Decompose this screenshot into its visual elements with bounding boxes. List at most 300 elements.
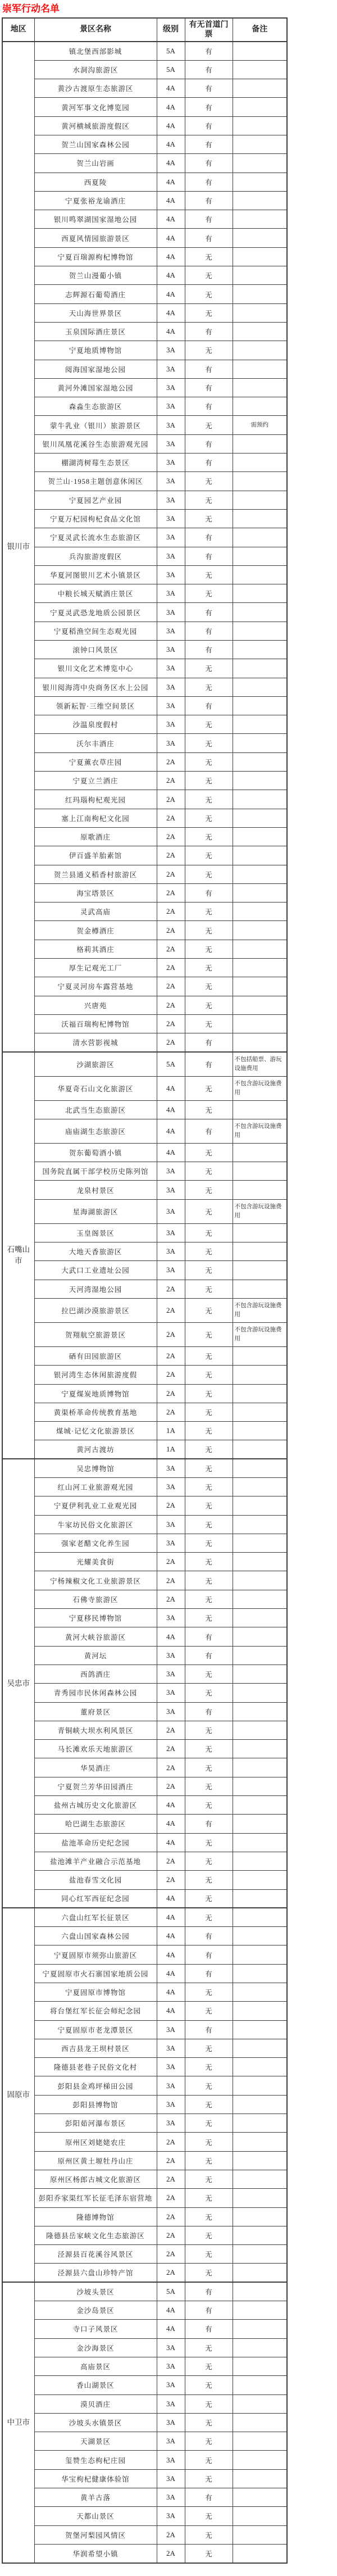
level-cell: 3A: [157, 1702, 185, 1721]
remark-cell: 不包含游玩设施费用: [233, 1298, 287, 1322]
level-cell: 2A: [157, 996, 185, 1014]
remark-cell: [233, 247, 287, 266]
ticket-cell: 有: [185, 1927, 233, 1945]
table-row: [2, 715, 287, 734]
scenic-name-cell: 黄河大峡谷旅游区: [34, 1627, 157, 1646]
ticket-cell: 无: [185, 2207, 233, 2226]
ticket-cell: 有: [185, 135, 233, 153]
ticket-cell: 无: [185, 1477, 233, 1496]
table-body: [2, 42, 287, 2563]
scenic-area-table: [2, 17, 288, 2564]
scenic-name-cell: 西吉县龙王坝村景区: [34, 2039, 157, 2057]
remark-cell: [233, 2076, 287, 2095]
level-cell: 3A: [157, 341, 185, 360]
remark-cell: [233, 1162, 287, 1181]
table-row: [2, 1422, 287, 1440]
table-row: [2, 397, 287, 416]
scenic-name-cell: 漠贝酒庄: [34, 2394, 157, 2413]
level-cell: 3A: [157, 678, 185, 696]
table-row: [2, 378, 287, 397]
level-cell: 3A: [157, 1181, 185, 1199]
header-level: 级别: [157, 18, 185, 42]
level-cell: 4A: [157, 247, 185, 266]
level-cell: 2A: [157, 790, 185, 809]
ticket-cell: 无: [185, 902, 233, 921]
remark-cell: [233, 1852, 287, 1870]
remark-cell: [233, 1945, 287, 1964]
level-cell: 2A: [157, 827, 185, 846]
scenic-name-cell: 领新耘智·三维空间景区: [34, 696, 157, 715]
table-row: [2, 1665, 287, 1683]
table-row: [2, 1280, 287, 1298]
ticket-cell: 无: [185, 416, 233, 434]
table-row: [2, 940, 287, 958]
remark-cell: [233, 285, 287, 303]
remark-cell: [233, 1143, 287, 1162]
remark-cell: [233, 42, 287, 60]
table-row: [2, 1702, 287, 1721]
ticket-cell: 无: [185, 1384, 233, 1403]
remark-cell: [233, 98, 287, 116]
scenic-name-cell: 清水营影视城: [34, 1033, 157, 1052]
table-row: [2, 584, 287, 603]
remark-cell: [233, 734, 287, 752]
remark-cell: [233, 378, 287, 397]
table-header: [2, 18, 287, 42]
ticket-cell: 无: [185, 734, 233, 752]
scenic-name-cell: 彭阳县博物馆: [34, 2095, 157, 2114]
scenic-name-cell: 宁夏薰衣草庄园: [34, 752, 157, 771]
remark-cell: [233, 1014, 287, 1033]
level-cell: 2A: [157, 921, 185, 940]
table-row: [2, 1945, 287, 1964]
ticket-cell: 无: [185, 2076, 233, 2095]
table-row: [2, 1889, 287, 1908]
scenic-name-cell: 宁夏立兰酒庄: [34, 772, 157, 790]
ticket-cell: 无: [185, 2469, 233, 2488]
level-cell: 2A: [157, 772, 185, 790]
remark-cell: [233, 1740, 287, 1758]
scenic-name-cell: 西鸽酒庄: [34, 1665, 157, 1683]
scenic-name-cell: 宁夏稻渔空间生态观光园: [34, 622, 157, 640]
remark-cell: [233, 528, 287, 547]
table-row: [2, 1721, 287, 1739]
table-row: [2, 266, 287, 285]
remark-cell: [233, 1033, 287, 1052]
table-row: [2, 790, 287, 809]
ticket-cell: 无: [185, 1534, 233, 1552]
header-region: 地区: [2, 18, 34, 42]
remark-cell: [233, 1384, 287, 1403]
ticket-cell: 有: [185, 154, 233, 173]
remark-cell: [233, 2376, 287, 2394]
ticket-cell: 无: [185, 1665, 233, 1683]
table-row: [2, 1223, 287, 1242]
remark-cell: [233, 1796, 287, 1815]
remark-cell: [233, 1833, 287, 1852]
level-cell: 4A: [157, 1964, 185, 1983]
ticket-cell: 有: [185, 883, 233, 902]
remark-cell: [233, 1721, 287, 1739]
level-cell: 1A: [157, 1440, 185, 1459]
level-cell: 4A: [157, 322, 185, 341]
remark-cell: [233, 2189, 287, 2207]
scenic-name-cell: 华夏奇石山文化旅游区: [34, 1076, 157, 1100]
scenic-name-cell: 贺兰山岩画: [34, 154, 157, 173]
scenic-name-cell: 彭阳茹河瀑布景区: [34, 2114, 157, 2133]
table-row: [2, 472, 287, 491]
level-cell: 3A: [157, 2058, 185, 2076]
table-row: [2, 360, 287, 378]
remark-cell: [233, 2357, 287, 2375]
remark-cell: [233, 303, 287, 322]
ticket-cell: 无: [185, 1740, 233, 1758]
table-row: [2, 509, 287, 528]
ticket-cell: 无: [185, 1422, 233, 1440]
ticket-cell: 无: [185, 1684, 233, 1702]
ticket-cell: 无: [185, 1366, 233, 1384]
remark-cell: [233, 921, 287, 940]
level-cell: 2A: [157, 2264, 185, 2282]
level-cell: 2A: [157, 1496, 185, 1515]
scenic-name-cell: 黄沙古渡原生态旅游区: [34, 79, 157, 98]
table-row: [2, 641, 287, 659]
scenic-name-cell: 兵沟旅游度假区: [34, 547, 157, 565]
remark-cell: [233, 1403, 287, 1421]
table-row: [2, 547, 287, 565]
remark-cell: [233, 1571, 287, 1590]
scenic-name-cell: 沙坡头景区: [34, 2282, 157, 2301]
remark-cell: 不包含游玩设施费用: [233, 1119, 287, 1143]
ticket-cell: 有: [185, 397, 233, 416]
table-row: [2, 528, 287, 547]
scenic-name-cell: 华宝枸杞健康体验馆: [34, 2469, 157, 2488]
level-cell: 2A: [157, 1758, 185, 1777]
ticket-cell: 无: [185, 2226, 233, 2244]
table-row: [2, 2469, 287, 2488]
ticket-cell: 无: [185, 1181, 233, 1199]
table-row: [2, 1833, 287, 1852]
ticket-cell: 无: [185, 752, 233, 771]
scenic-name-cell: 原歌酒庄: [34, 827, 157, 846]
remark-cell: [233, 1477, 287, 1496]
table-row: [2, 1983, 287, 2002]
ticket-cell: 有: [185, 547, 233, 565]
scenic-name-cell: 彭阳乔家渠红军长征毛泽东宿营地: [34, 2189, 157, 2207]
remark-cell: [233, 135, 287, 153]
table-row: [2, 98, 287, 116]
ticket-cell: 无: [185, 2413, 233, 2432]
scenic-name-cell: 宁杨辣椒文化工业旅游景区: [34, 1571, 157, 1590]
level-cell: 4A: [157, 191, 185, 210]
scenic-name-cell: 贺翔航空旅游景区: [34, 1322, 157, 1346]
ticket-cell: 无: [185, 2151, 233, 2170]
level-cell: 4A: [157, 1076, 185, 1100]
level-cell: 3A: [157, 416, 185, 434]
table-row: [2, 2058, 287, 2076]
table-row: [2, 1534, 287, 1552]
level-cell: 4A: [157, 1945, 185, 1964]
remark-cell: [233, 977, 287, 996]
remark-cell: [233, 1459, 287, 1477]
level-cell: 3A: [157, 1534, 185, 1552]
level-cell: 3A: [157, 734, 185, 752]
level-cell: 3A: [157, 1162, 185, 1181]
remark-cell: [233, 1777, 287, 1795]
ticket-cell: 无: [185, 1496, 233, 1515]
remark-cell: [233, 1627, 287, 1646]
scenic-name-cell: 沃尔丰酒庄: [34, 734, 157, 752]
remark-cell: [233, 772, 287, 790]
ticket-cell: 无: [185, 977, 233, 996]
ticket-cell: 无: [185, 2170, 233, 2188]
table-row: [2, 2413, 287, 2432]
ticket-cell: 无: [185, 1403, 233, 1421]
remark-cell: [233, 1515, 287, 1534]
scenic-name-cell: 隆德县岳家峡文化生态旅游区: [34, 2226, 157, 2244]
level-cell: 2A: [157, 1014, 185, 1033]
ticket-cell: 无: [185, 1515, 233, 1534]
scenic-name-cell: 董府景区: [34, 1702, 157, 1721]
remark-cell: [233, 1440, 287, 1459]
table-row: [2, 734, 287, 752]
level-cell: 2A: [157, 1366, 185, 1384]
scenic-name-cell: 贺金樽酒庄: [34, 921, 157, 940]
ticket-cell: 无: [185, 1777, 233, 1795]
scenic-name-cell: 庙庙湖生态旅游区: [34, 1119, 157, 1143]
scenic-name-cell: 大武口工业遗址公园: [34, 1261, 157, 1280]
level-cell: 3A: [157, 2114, 185, 2133]
table-row: [2, 2301, 287, 2320]
remark-cell: [233, 1590, 287, 1608]
scenic-name-cell: 黄河坛: [34, 1646, 157, 1665]
ticket-cell: 有: [185, 322, 233, 341]
remark-cell: [233, 1280, 287, 1298]
remark-cell: [233, 434, 287, 453]
scenic-name-cell: 星海湖旅游区: [34, 1199, 157, 1223]
remark-cell: 不包含游玩设施费用: [233, 1076, 287, 1100]
scenic-name-cell: 玉皇阁景区: [34, 1223, 157, 1242]
ticket-cell: 有: [185, 622, 233, 640]
level-cell: 4A: [157, 1908, 185, 1926]
ticket-cell: 无: [185, 2114, 233, 2133]
scenic-name-cell: 黄河军事文化博览园: [34, 98, 157, 116]
scenic-name-cell: 沙湖旅游区: [34, 1052, 157, 1076]
level-cell: 3A: [157, 2432, 185, 2451]
remark-cell: [233, 996, 287, 1014]
remark-cell: [233, 2002, 287, 2020]
table-row: [2, 1162, 287, 1181]
ticket-cell: 无: [185, 2002, 233, 2020]
ticket-cell: 有: [185, 434, 233, 453]
ticket-cell: 无: [185, 678, 233, 696]
remark-cell: [233, 341, 287, 360]
ticket-cell: 无: [185, 1162, 233, 1181]
level-cell: 3A: [157, 360, 185, 378]
ticket-cell: 有: [185, 2320, 233, 2338]
remark-cell: [233, 1553, 287, 1571]
scenic-name-cell: 北武当生态旅游区: [34, 1100, 157, 1119]
remark-cell: [233, 846, 287, 865]
ticket-cell: 有: [185, 191, 233, 210]
ticket-cell: 无: [185, 1346, 233, 1365]
table-row: [2, 1261, 287, 1280]
remark-cell: [233, 1927, 287, 1945]
level-cell: 3A: [157, 2469, 185, 2488]
remark-cell: [233, 2226, 287, 2244]
table-row: [2, 2151, 287, 2170]
ticket-cell: 无: [185, 1261, 233, 1280]
remark-cell: [233, 60, 287, 79]
level-cell: 3A: [157, 1459, 185, 1477]
level-cell: 4A: [157, 1119, 185, 1143]
level-cell: 4A: [157, 173, 185, 191]
table-row: [2, 1199, 287, 1223]
remark-cell: [233, 491, 287, 509]
scenic-name-cell: 黄羊古落: [34, 2488, 157, 2507]
level-cell: 2A: [157, 1721, 185, 1739]
scenic-name-cell: 金沙海景区: [34, 2338, 157, 2357]
level-cell: 3A: [157, 2488, 185, 2507]
level-cell: 3A: [157, 1223, 185, 1242]
remark-cell: [233, 1871, 287, 1889]
table-row: [2, 1871, 287, 1889]
level-cell: 2A: [157, 1740, 185, 1758]
scenic-name-cell: 玉泉国际酒庄景区: [34, 322, 157, 341]
remark-cell: [233, 2432, 287, 2451]
remark-cell: [233, 565, 287, 584]
table-row: [2, 1100, 287, 1119]
table-row: [2, 1777, 287, 1795]
remark-cell: [233, 2114, 287, 2133]
ticket-cell: 无: [185, 247, 233, 266]
level-cell: 3A: [157, 1609, 185, 1627]
table-row: [2, 622, 287, 640]
remark-cell: [233, 1609, 287, 1627]
table-row: [2, 154, 287, 173]
table-row: [2, 2544, 287, 2563]
level-cell: 4A: [157, 2320, 185, 2338]
table-row: [2, 1740, 287, 1758]
ticket-cell: 无: [185, 1100, 233, 1119]
remark-cell: [233, 2207, 287, 2226]
scenic-name-cell: 厚生记观光工厂: [34, 959, 157, 977]
remark-cell: [233, 191, 287, 210]
scenic-name-cell: 兴唐苑: [34, 996, 157, 1014]
table-row: [2, 959, 287, 977]
table-row: [2, 434, 287, 453]
scenic-name-cell: 盐池革命历史纪念园: [34, 1833, 157, 1852]
scenic-name-cell: 六盘山国家森林公园: [34, 1927, 157, 1945]
level-cell: 4A: [157, 2301, 185, 2320]
scenic-name-cell: 阅海国家湿地公园: [34, 360, 157, 378]
page-title: 崇军行动名单: [2, 3, 60, 14]
table-row: [2, 902, 287, 921]
level-cell: 3A: [157, 2076, 185, 2095]
scenic-name-cell: 原州区黄土塬牡丹山庄: [34, 2151, 157, 2170]
level-cell: 4A: [157, 2002, 185, 2020]
ticket-cell: 无: [185, 2338, 233, 2357]
table-row: [2, 996, 287, 1014]
table-row: [2, 1646, 287, 1665]
level-cell: 3A: [157, 603, 185, 622]
table-row: [2, 809, 287, 827]
scenic-name-cell: 煤城·记忆文化旅游景区: [34, 1422, 157, 1440]
scenic-name-cell: 银河湾生态休闲旅游度假: [34, 1366, 157, 1384]
ticket-cell: 无: [185, 584, 233, 603]
scenic-name-cell: 宁夏煤炭地质博物馆: [34, 1384, 157, 1403]
table-row: [2, 2451, 287, 2469]
remark-cell: [233, 1534, 287, 1552]
table-row: [2, 2394, 287, 2413]
level-cell: 2A: [157, 1571, 185, 1590]
scenic-name-cell: 华夏河图银川艺术小镇景区: [34, 565, 157, 584]
remark-cell: [233, 827, 287, 846]
table-row: [2, 2170, 287, 2188]
remark-cell: [233, 2525, 287, 2544]
remark-cell: [233, 1646, 287, 1665]
level-cell: 2A: [157, 865, 185, 883]
level-cell: 4A: [157, 210, 185, 229]
ticket-cell: 无: [185, 2507, 233, 2525]
table-row: [2, 977, 287, 996]
scenic-name-cell: 原州区刘姥姥农庄: [34, 2133, 157, 2151]
remark-cell: [233, 2544, 287, 2563]
ticket-cell: 无: [185, 285, 233, 303]
remark-cell: [233, 696, 287, 715]
table-row: [2, 1143, 287, 1162]
table-row: [2, 2076, 287, 2095]
table-row: [2, 1852, 287, 1870]
scenic-name-cell: 香山湖景区: [34, 2376, 157, 2394]
level-cell: 2A: [157, 1384, 185, 1403]
scenic-name-cell: 宁夏移民博物馆: [34, 1609, 157, 1627]
level-cell: 3A: [157, 622, 185, 640]
level-cell: 3A: [157, 1242, 185, 1261]
scenic-name-cell: 银川阅海湾中央商务区水上公园: [34, 678, 157, 696]
scenic-name-cell: 蒙牛乳业（银川）旅游景区: [34, 416, 157, 434]
scenic-name-cell: 宁夏百瑞源枸杞博物馆: [34, 247, 157, 266]
remark-cell: 不包含游玩设施费用: [233, 1199, 287, 1223]
scenic-name-cell: 水洞沟旅游区: [34, 60, 157, 79]
remark-cell: [233, 1684, 287, 1702]
ticket-cell: 无: [185, 2544, 233, 2563]
level-cell: 4A: [157, 1833, 185, 1852]
level-cell: 4A: [157, 303, 185, 322]
ticket-cell: 无: [185, 772, 233, 790]
remark-cell: [233, 1964, 287, 1983]
remark-cell: [233, 659, 287, 678]
level-cell: 2A: [157, 1852, 185, 1870]
ticket-cell: 有: [185, 2301, 233, 2320]
table-row: [2, 1553, 287, 1571]
remark-cell: [233, 2338, 287, 2357]
level-cell: 3A: [157, 2357, 185, 2375]
remark-cell: [233, 2507, 287, 2525]
remark-cell: [233, 173, 287, 191]
table-row: [2, 2320, 287, 2338]
ticket-cell: 有: [185, 116, 233, 135]
ticket-cell: 无: [185, 266, 233, 285]
table-row: [2, 1627, 287, 1646]
level-cell: 2A: [157, 2170, 185, 2188]
ticket-cell: 无: [185, 659, 233, 678]
remark-cell: [233, 2394, 287, 2413]
scenic-name-cell: 隆德博物馆: [34, 2207, 157, 2226]
ticket-cell: 无: [185, 1852, 233, 1870]
remark-cell: [233, 2451, 287, 2469]
level-cell: 2A: [157, 2525, 185, 2544]
